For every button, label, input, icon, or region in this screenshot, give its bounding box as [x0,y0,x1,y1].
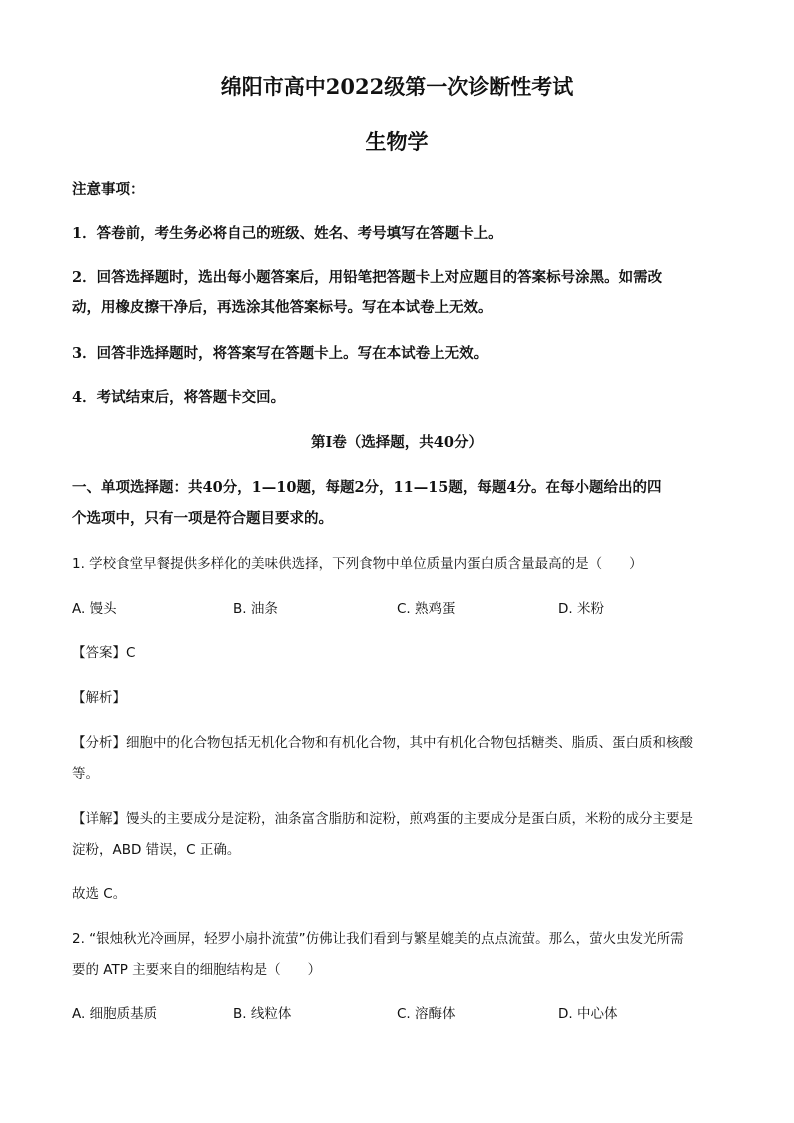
q1-analysis: 等。 [72,766,99,782]
section-instruction: 个选项中，只有一项是符合题目要求的。 [72,510,333,527]
q1-option-d: D. 米粉 [558,601,604,617]
q1-analysis-heading: 【解析】 [72,690,126,706]
section-instruction: 一、单项选择题：共40分，1—10题，每题2分，11—15题，每题4分。在每小题给出的四 [72,479,662,496]
q2-option-c: C. 溶酶体 [397,1006,456,1022]
note-item: 4．考试结束后，将答题卡交回。 [72,389,286,406]
note-item: 2．回答选择题时，选出每小题答案后，用铅笔把答题卡上对应题目的答案标号涂黑。如需改 [72,269,663,286]
exam-title: 绵阳市高中2022级第一次诊断性考试 [220,74,574,99]
q1-analysis: 【分析】细胞中的化合物包括无机化合物和有机化合物，其中有机化合物包括糖类、脂质、蛋白质和核酸 [72,735,693,751]
q1-answer: 【答案】C [72,645,136,661]
section-title: 第I卷（选择题，共40分） [311,434,483,451]
q2-option-a: A. 细胞质基质 [72,1006,158,1022]
note-item: 动，用橡皮擦干净后，再选涂其他答案标号。写在本试卷上无效。 [72,299,493,316]
subject-title: 生物学 [365,129,429,154]
q2-option-b: B. 线粒体 [233,1006,292,1022]
question-1-stem: 1. 学校食堂早餐提供多样化的美味供选择，下列食物中单位质量内蛋白质含量最高的是（ ） [72,556,643,572]
q1-conclusion: 故选 C。 [72,886,127,902]
q1-option-c: C. 熟鸡蛋 [397,601,456,617]
q1-detail: 淀粉，ABD 错误，C 正确。 [72,842,241,858]
q1-option-b: B. 油条 [233,601,278,617]
question-2-stem: 2. “银烛秋光冷画屏，轻罗小扇扑流萤”仿佛让我们看到与繁星媲美的点点流萤。那么，萤火虫发光所需 [72,931,684,947]
q1-detail: 【详解】馒头的主要成分是淀粉，油条富含脂肪和淀粉，煎鸡蛋的主要成分是蛋白质，米粉的成分主要是 [72,811,693,827]
q1-option-a: A. 馒头 [72,601,117,617]
q2-option-d: D. 中心体 [558,1006,618,1022]
notes-heading: 注意事项： [72,181,145,198]
note-item: 3．回答非选择题时，将答案写在答题卡上。写在本试卷上无效。 [72,345,489,362]
question-2-stem: 要的 ATP 主要来自的细胞结构是（ ） [72,962,322,978]
note-item: 1．答卷前，考生务必将自己的班级、姓名、考号填写在答题卡上。 [72,225,503,242]
